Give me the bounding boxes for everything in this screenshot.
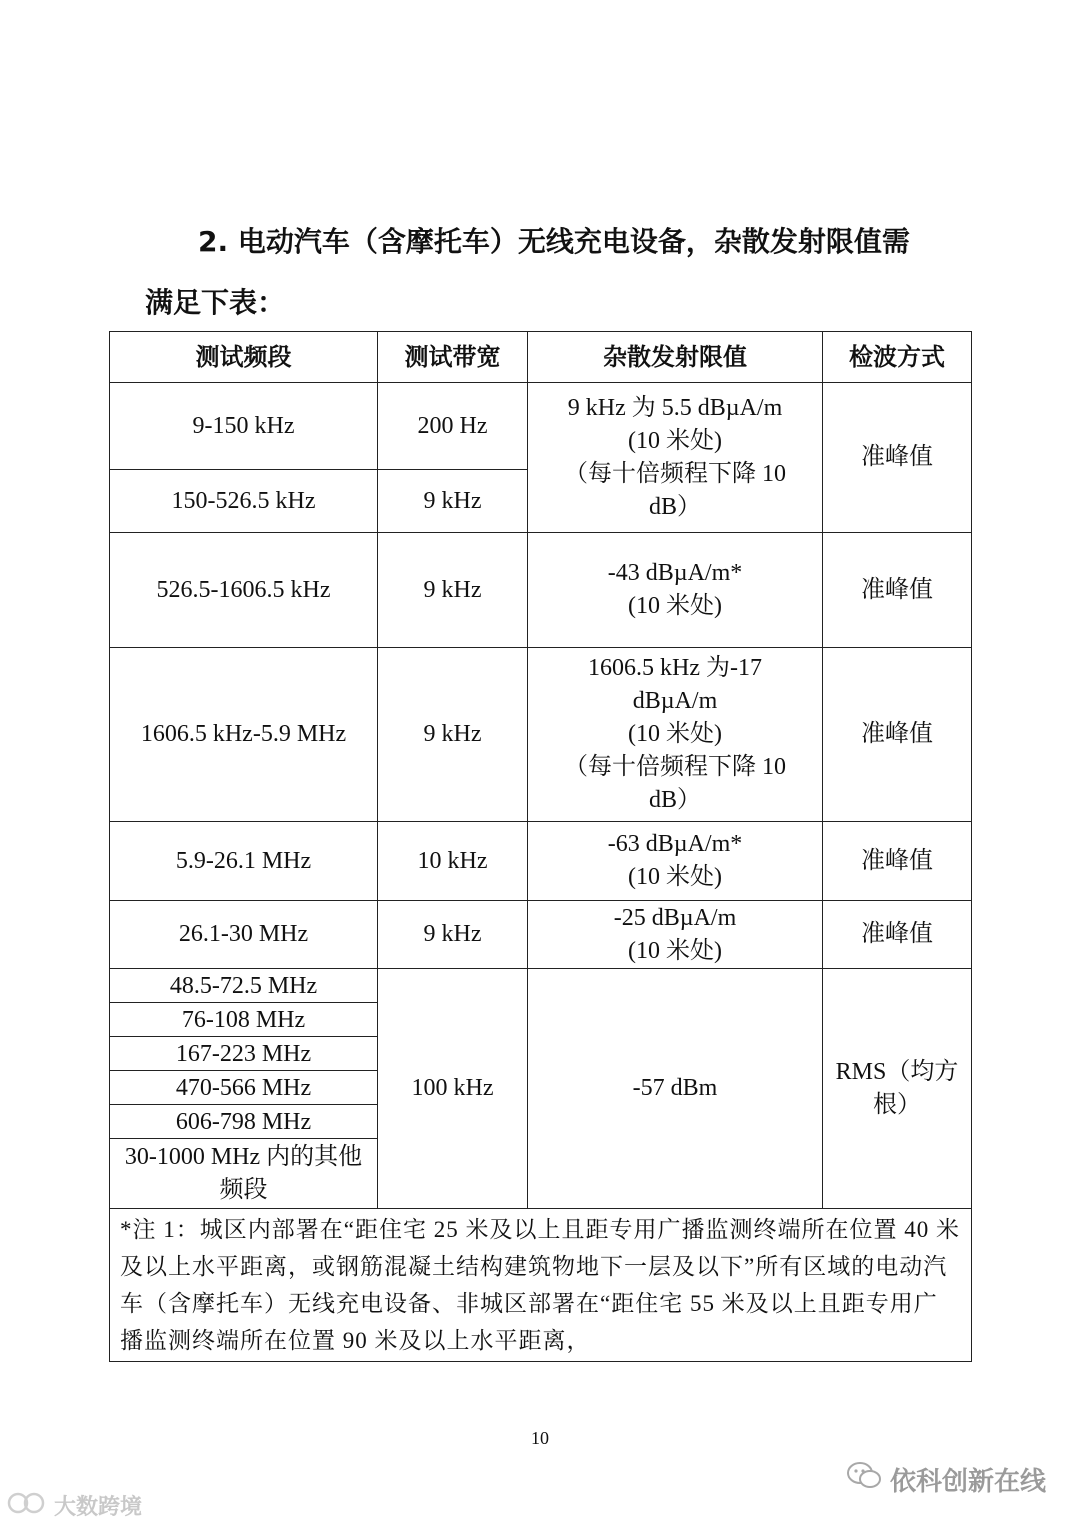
limit-line: 1606.5 kHz 为-17 — [588, 655, 762, 681]
detector-cell: 准峰值 — [823, 533, 972, 648]
band-cell: 30-1000 MHz 内的其他频段 — [110, 1139, 378, 1209]
table-header-row — [110, 332, 972, 383]
bandwidth-cell: 9 kHz — [378, 533, 528, 648]
limit-line: -43 dBµA/m* — [607, 560, 743, 586]
header-test-band: 测试频段 — [110, 332, 378, 383]
limit-line: -25 dBµA/m — [613, 904, 737, 931]
detector-cell: 准峰值 — [823, 901, 972, 969]
watermark-right — [846, 1461, 1046, 1498]
band-cell: 470-566 MHz — [110, 1071, 378, 1105]
band-cell: 48.5-72.5 MHz — [110, 969, 378, 1003]
limit-line: 9 kHz 为 5.5 dBµA/m — [567, 394, 783, 421]
limit-cell — [528, 901, 823, 969]
table-row — [110, 969, 972, 1003]
bandwidth-cell: 100 kHz — [378, 969, 528, 1209]
detector-cell: 准峰值 — [823, 648, 972, 822]
limit-line: dB） — [648, 493, 701, 520]
limit-line: （每十倍频程下降 10 — [564, 754, 786, 780]
header-detector: 检波方式 — [823, 332, 972, 383]
limit-cell — [528, 383, 823, 533]
band-cell: 150-526.5 kHz — [110, 470, 378, 533]
header-emission-limit: 杂散发射限值 — [528, 332, 823, 383]
limit-line: (10 米处) — [628, 721, 722, 747]
watermark-text: 依科创新在线 — [889, 1467, 1046, 1497]
table-note: *注 1：城区内部署在“距住宅 25 米及以上且距专用广播监测终端所在位置 40 米及以上水平距离，或钢筋混凝土结构建筑物地下一层及以下”所有区域的电动汽车（含摩托车）无线充电设备、非城区部署在“距住宅 55 米及以上且距专用广播监测终端所在位置 90 米及以上水平距离， — [110, 1209, 972, 1362]
bandwidth-cell: 9 kHz — [378, 470, 528, 533]
table-row — [110, 533, 972, 648]
band-cell: 1606.5 kHz-5.9 MHz — [110, 648, 378, 822]
detector-cell: RMS（均方根） — [823, 969, 972, 1209]
limit-line: （每十倍频程下降 10 — [564, 460, 786, 487]
band-cell: 9-150 kHz — [110, 383, 378, 470]
band-cell: 26.1-30 MHz — [110, 901, 378, 969]
table-row — [110, 822, 972, 901]
limit-line: dB） — [648, 787, 701, 813]
limit-line: (10 米处) — [628, 864, 722, 890]
emission-limits-table — [109, 331, 972, 1362]
table-row — [110, 648, 972, 822]
watermark-left — [6, 1490, 142, 1521]
bandwidth-cell: 200 Hz — [378, 383, 528, 470]
header-test-bandwidth: 测试带宽 — [378, 332, 528, 383]
detector-cell: 准峰值 — [823, 383, 972, 533]
band-cell: 76-108 MHz — [110, 1003, 378, 1037]
table-row — [110, 901, 972, 969]
limit-cell — [528, 822, 823, 901]
bandwidth-cell: 9 kHz — [378, 901, 528, 969]
band-cell: 606-798 MHz — [110, 1105, 378, 1139]
section-heading-continued: 满足下表： — [145, 286, 286, 319]
page-number: 10 — [531, 1428, 549, 1448]
limit-line: (10 米处) — [628, 427, 722, 454]
band-cell: 526.5-1606.5 kHz — [110, 533, 378, 648]
limit-cell — [528, 533, 823, 648]
logo-icon — [6, 1491, 48, 1521]
section-heading: 2. 电动汽车（含摩托车）无线充电设备，杂散发射限值需 — [198, 225, 910, 258]
detector-cell: 准峰值 — [823, 822, 972, 901]
limit-cell: -57 dBm — [528, 969, 823, 1209]
limit-cell — [528, 648, 823, 822]
table-row — [110, 383, 972, 470]
limit-line: -63 dBµA/m* — [607, 831, 743, 857]
band-cell: 167-223 MHz — [110, 1037, 378, 1071]
bandwidth-cell: 10 kHz — [378, 822, 528, 901]
wechat-icon — [846, 1461, 882, 1498]
band-cell: 5.9-26.1 MHz — [110, 822, 378, 901]
bandwidth-cell: 9 kHz — [378, 648, 528, 822]
watermark-text: 大数跨境 — [54, 1495, 143, 1520]
note-row — [110, 1209, 972, 1362]
limit-line: dBµA/m — [632, 688, 718, 714]
limit-line: (10 米处) — [628, 593, 722, 619]
limit-line: (10 米处) — [628, 937, 722, 964]
